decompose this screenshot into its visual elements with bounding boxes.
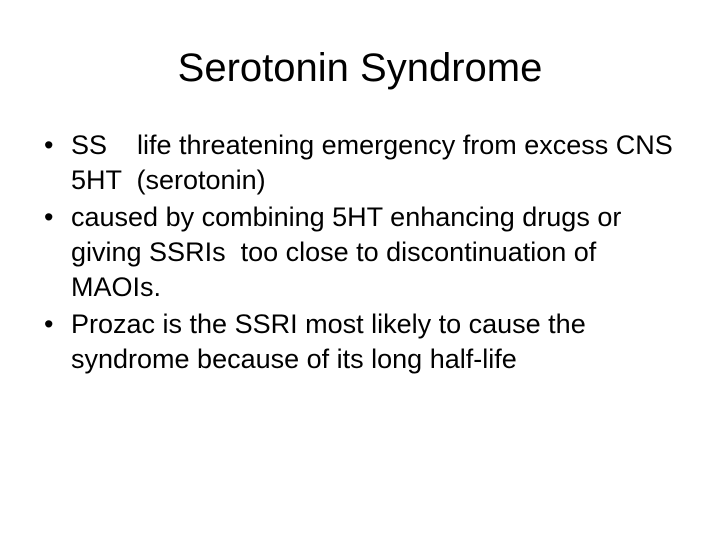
bullet-text: SS life threatening emergency from excess CNS 5HT (serotonin) bbox=[71, 130, 688, 195]
slide-title: Serotonin Syndrome bbox=[177, 46, 543, 90]
bullet-text: caused by combining 5HT enhancing drugs or giving SSRIs too close to discontinuation of MAOIs. bbox=[71, 202, 629, 302]
bullet-text: Prozac is the SSRI most likely to cause the syndrome because of its long half-life bbox=[71, 309, 594, 374]
bullet-item bbox=[44, 200, 674, 305]
bullet-icon: • bbox=[44, 309, 54, 339]
bullet-item bbox=[44, 307, 674, 377]
bullet-icon: • bbox=[44, 130, 54, 160]
bullet-item bbox=[44, 128, 688, 198]
bullet-icon: • bbox=[44, 202, 54, 232]
bullet-list bbox=[44, 128, 688, 379]
